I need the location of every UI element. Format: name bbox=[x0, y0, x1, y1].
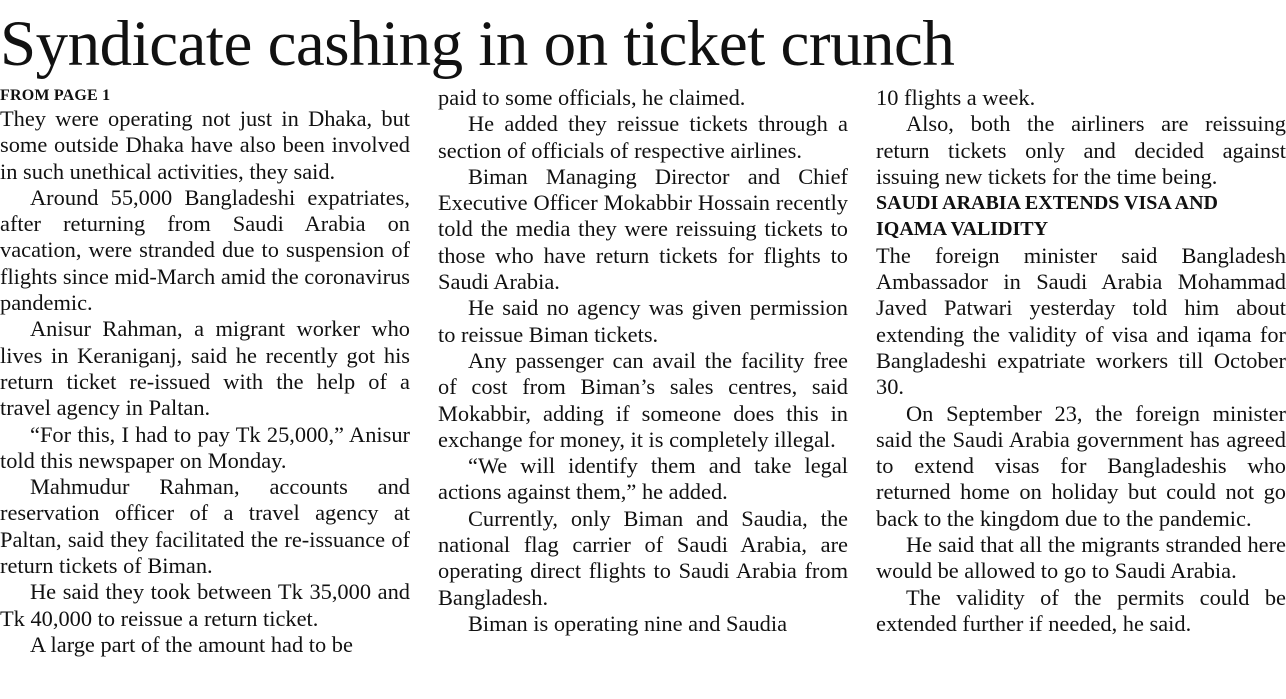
column-1 bbox=[0, 86, 410, 658]
paragraph: Anisur Rahman, a migrant worker who lives in Keraniganj, said he recently got his return ticket re-issued with the help of a travel agency in Paltan. bbox=[0, 316, 410, 421]
paragraph: “We will identify them and take legal actions against them,” he added. bbox=[438, 453, 848, 505]
paragraph: He said that all the migrants stranded here would be allowed to go to Saudi Arabia. bbox=[876, 532, 1286, 584]
paragraph: On September 23, the foreign minister said the Saudi Arabia government has agreed to extend visas for Bangladeshis who returned home on holiday but could not go back to the kingdom due to the pandemic. bbox=[876, 400, 1286, 531]
paragraph: Around 55,000 Bangladeshi expatriates, after returning from Saudi Arabia on vacation, were stranded due to suspension of flights since mid-March amid the coronavirus pandemic. bbox=[0, 184, 410, 316]
paragraph: They were operating not just in Dhaka, but some outside Dhaka have also been involved in such unethical activities, they said. bbox=[0, 106, 410, 184]
paragraph: Any passenger can avail the facility free of cost from Biman’s sales centres, said Mokabbir, adding if someone does this in exchange for money, it is completely illegal. bbox=[438, 347, 848, 452]
paragraph: Mahmudur Rahman, accounts and reservation officer of a travel agency at Paltan, said they facilitated the re-issuance of return tickets of Biman. bbox=[0, 474, 410, 579]
paragraph: Biman Managing Director and Chief Executive Officer Mokabbir Hossain recently told the media they were reissuing tickets to those who have return tickets for flights to Saudi Arabia. bbox=[438, 163, 848, 295]
paragraph: Biman is operating nine and Saudia bbox=[468, 610, 788, 636]
paragraph: paid to some officials, he claimed. bbox=[438, 85, 746, 110]
kicker: FROM PAGE 1 bbox=[0, 87, 111, 104]
subheading: SAUDI ARABIA EXTENDS VISA AND IQAMA VALIDITY bbox=[876, 192, 1218, 241]
headline: Syndicate cashing in on ticket crunch bbox=[0, 8, 955, 80]
column-2 bbox=[438, 85, 848, 637]
paragraph: He said they took between Tk 35,000 and Tk 40,000 to reissue a return ticket. bbox=[0, 579, 410, 631]
paragraph: He added they reissue tickets through a section of officials of respective airlines. bbox=[438, 111, 848, 163]
column-3 bbox=[876, 85, 1286, 637]
paragraph: He said no agency was given permission to reissue Biman tickets. bbox=[438, 295, 848, 347]
paragraph: Also, both the airliners are reissuing return tickets only and decided against issuing new tickets for the time being. bbox=[876, 111, 1286, 189]
paragraph: A large part of the amount had to be bbox=[30, 631, 353, 657]
paragraph: 10 flights a week. bbox=[876, 85, 1036, 110]
paragraph: Currently, only Biman and Saudia, the national flag carrier of Saudi Arabia, are operating direct flights to Saudi Arabia from Bangladesh. bbox=[438, 505, 848, 610]
paragraph: The foreign minister said Bangladesh Ambassador in Saudi Arabia Mohammad Javed Patwari yesterday told him about extending the validity of visa and iqama for Bangladeshi expatriate workers till October 30. bbox=[876, 242, 1286, 400]
paragraph: The validity of the permits could be extended further if needed, he said. bbox=[876, 584, 1286, 636]
paragraph: “For this, I had to pay Tk 25,000,” Anisur told this newspaper on Monday. bbox=[0, 421, 410, 473]
